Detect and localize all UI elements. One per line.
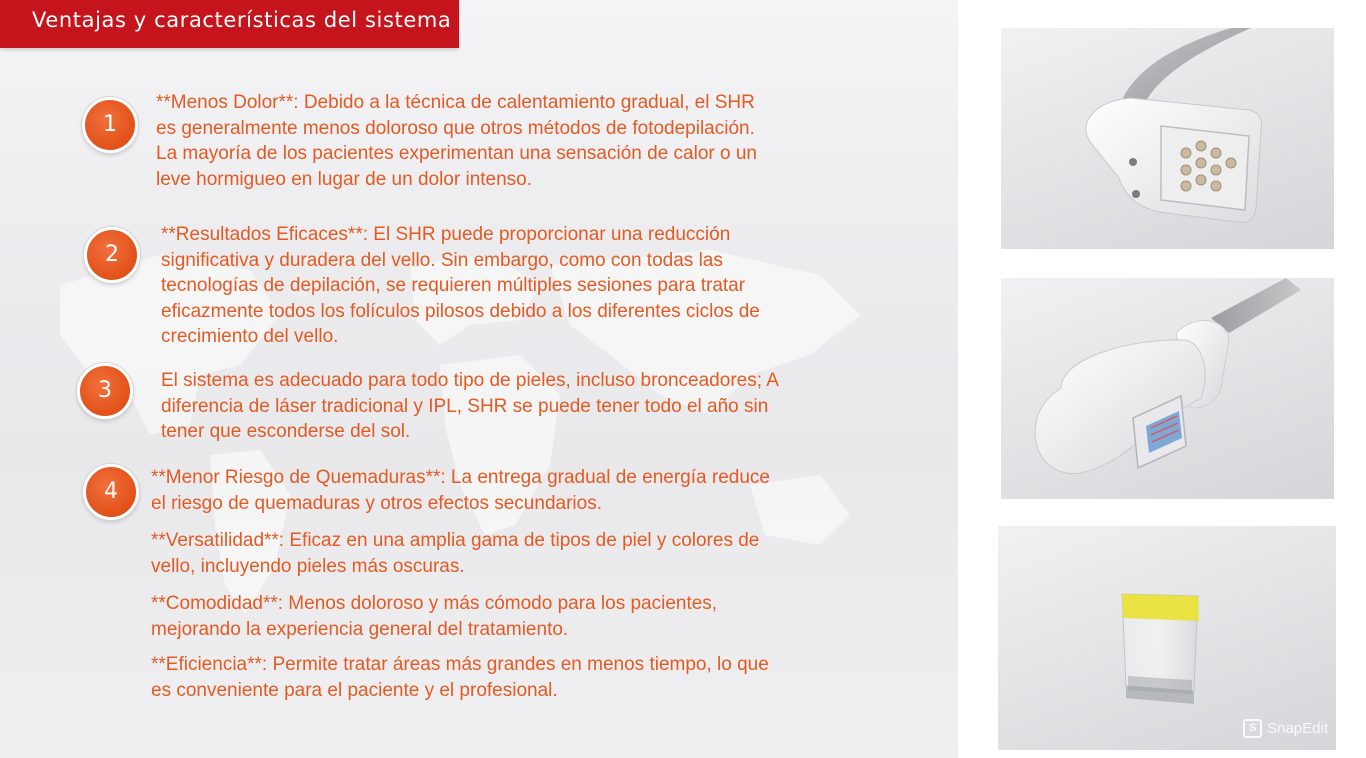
item-2-line: eficazmente todos los folículos pilosos debido a los diferentes ciclos de xyxy=(161,300,760,322)
item-3-text xyxy=(161,368,779,445)
item-1-line: es generalmente menos doloroso que otros métodos de fotodepilación. xyxy=(156,117,755,139)
slide-title: Ventajas y características del sistema xyxy=(32,8,452,32)
item-3-line: diferencia de láser tradicional y IPL, SHR se puede tener todo el año sin xyxy=(161,395,769,417)
item-4-line: el riesgo de quemaduras y otros efectos secundarios. xyxy=(151,492,602,514)
item-4-paragraph-3 xyxy=(151,591,717,642)
watermark-text: SnapEdit xyxy=(1267,720,1328,737)
snapedit-logo-icon: S xyxy=(1243,719,1262,738)
item-4-line: **Comodidad**: Menos doloroso y más cómodo para los pacientes, xyxy=(151,593,718,614)
item-4-line: vello, incluyendo pieles más oscuras. xyxy=(151,555,465,577)
handpiece-front-icon xyxy=(1001,28,1334,249)
number-badge-4: 4 xyxy=(83,464,139,520)
item-1-line: La mayoría de los pacientes experimentan una sensación de calor o un xyxy=(156,143,757,164)
item-3-line: El sistema es adecuado para todo tipo de pieles, incluso bronceadores; A xyxy=(161,370,779,391)
item-4-line: mejorando la experiencia general del tratamiento. xyxy=(151,618,569,640)
number-badge-1: 1 xyxy=(82,97,138,153)
item-2-line: significativa y duradera del vello. Sin embargo, como con todas las xyxy=(161,249,723,271)
handpiece-side-icon xyxy=(1001,278,1334,499)
item-2-line: tecnologías de depilación, se requieren múltiples sesiones para tratar xyxy=(161,275,746,296)
item-3-line: tener que esconderse del sol. xyxy=(161,421,411,442)
item-4-paragraph-4 xyxy=(151,652,769,703)
photo-handpiece-front xyxy=(1001,28,1334,249)
photo-handpiece-side xyxy=(1001,278,1334,499)
item-1-text xyxy=(156,90,757,192)
item-2-line: crecimiento del vello. xyxy=(161,326,339,347)
item-4-paragraph-1 xyxy=(151,465,770,516)
item-4-line: **Versatilidad**: Eficaz en una amplia gama de tipos de piel y colores de xyxy=(151,530,760,551)
number-badge-2: 2 xyxy=(84,227,140,283)
photo-crystal-filter xyxy=(998,526,1336,750)
item-4-line: **Menor Riesgo de Quemaduras**: La entrega gradual de energía reduce xyxy=(151,467,770,488)
item-2-line: **Resultados Eficaces**: El SHR puede proporcionar una reducción xyxy=(161,224,731,245)
item-4-line: **Eficiencia**: Permite tratar áreas más grandes en menos tiempo, lo que xyxy=(151,654,769,675)
snapedit-watermark xyxy=(1243,719,1328,738)
number-badge-3: 3 xyxy=(77,363,133,419)
crystal-filter-icon xyxy=(998,526,1336,750)
item-1-line: leve hormigueo en lugar de un dolor intenso. xyxy=(156,168,533,190)
item-4-line: es conveniente para el paciente y el profesional. xyxy=(151,679,558,701)
item-2-text xyxy=(161,222,760,350)
item-4-paragraph-2 xyxy=(151,528,759,579)
title-bar xyxy=(0,0,459,48)
item-1-line: **Menos Dolor**: Debido a la técnica de calentamiento gradual, el SHR xyxy=(156,92,755,113)
